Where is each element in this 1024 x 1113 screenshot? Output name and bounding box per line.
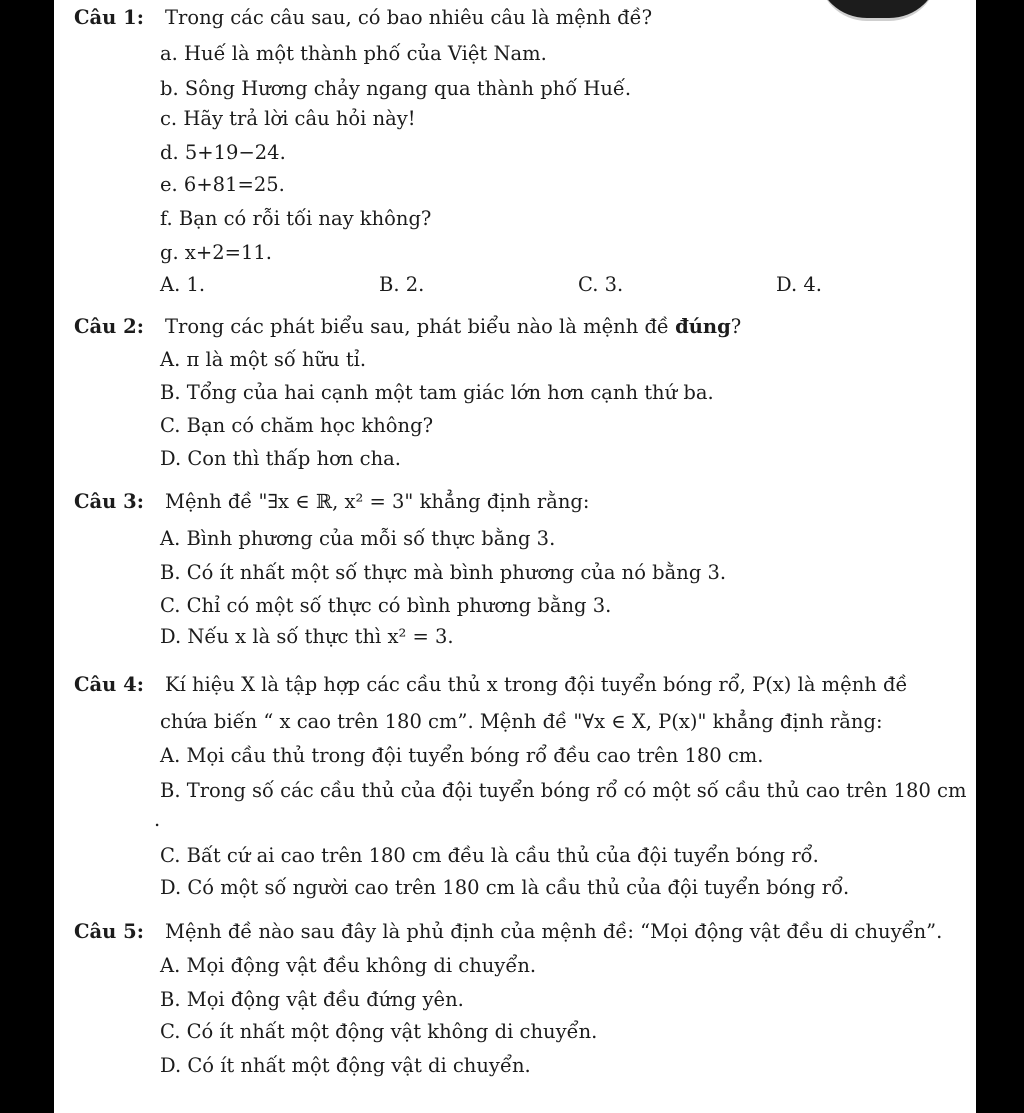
q3-option-c[interactable]: C. Chỉ có một số thực có bình phương bằng 3. <box>160 594 612 617</box>
q5-option-d[interactable]: D. Có ít nhất một động vật di chuyển. <box>160 1054 531 1077</box>
q5-option-c[interactable]: C. Có ít nhất một động vật không di chuyển. <box>160 1020 598 1043</box>
q1-answer-c[interactable]: C. 3. <box>578 273 624 296</box>
q4-stem-line2: chứa biến “ x cao trên 180 cm”. Mệnh đề "∀x ∈ X, P(x)" khẳng định rằng: <box>160 710 883 733</box>
q2-label: Câu 2: <box>74 315 144 338</box>
q3-option-a[interactable]: A. Bình phương của mỗi số thực bằng 3. <box>160 527 556 550</box>
q4-option-c[interactable]: C. Bất cứ ai cao trên 180 cm đều là cầu thủ của đội tuyển bóng rổ. <box>160 844 819 867</box>
q2-option-b[interactable]: B. Tổng của hai cạnh một tam giác lớn hơn cạnh thứ ba. <box>160 381 714 404</box>
q5-option-b[interactable]: B. Mọi động vật đều đứng yên. <box>160 988 464 1011</box>
q4-label: Câu 4: <box>74 673 144 696</box>
q2-option-a[interactable]: A. π là một số hữu tỉ. <box>160 348 367 371</box>
q4-option-b[interactable]: B. Trong số các cầu thủ của đội tuyển bóng rổ có một số cầu thủ cao trên 180 cm <box>160 779 967 802</box>
q1-answer-b[interactable]: B. 2. <box>379 273 425 296</box>
q1-stem: Trong các câu sau, có bao nhiêu câu là mệnh đề? <box>165 6 653 29</box>
q5-label: Câu 5: <box>74 920 144 943</box>
q2-option-c[interactable]: C. Bạn có chăm học không? <box>160 414 434 437</box>
q2-stem <box>165 315 741 339</box>
q2-stem-emphasis: đúng <box>675 315 731 338</box>
q4-option-b-continuation: . <box>154 808 161 831</box>
q1-label: Câu 1: <box>74 6 144 29</box>
q3-option-b[interactable]: B. Có ít nhất một số thực mà bình phương của nó bằng 3. <box>160 561 727 584</box>
worksheet-page <box>54 0 976 1113</box>
q1-answer-a[interactable]: A. 1. <box>160 273 206 296</box>
corner-shadow <box>818 0 938 21</box>
q1-item-e: e. 6+81=25. <box>160 173 285 196</box>
q3-label: Câu 3: <box>74 490 144 513</box>
q4-stem-line1: Kí hiệu X là tập hợp các cầu thủ x trong đội tuyển bóng rổ, P(x) là mệnh đề <box>165 673 908 696</box>
q2-stem-text: Trong các phát biểu sau, phát biểu nào là mệnh đề <box>165 315 676 338</box>
q1-item-c: c. Hãy trả lời câu hỏi này! <box>160 107 416 130</box>
q2-stem-end: ? <box>730 315 742 338</box>
q1-item-g: g. x+2=11. <box>160 241 272 264</box>
q5-option-a[interactable]: A. Mọi động vật đều không di chuyển. <box>160 954 537 977</box>
q3-stem: Mệnh đề "∃x ∈ ℝ, x² = 3" khẳng định rằng: <box>165 490 590 513</box>
q1-item-d: d. 5+19−24. <box>160 141 286 164</box>
q4-option-a[interactable]: A. Mọi cầu thủ trong đội tuyển bóng rổ đều cao trên 180 cm. <box>160 744 764 767</box>
q1-item-f: f. Bạn có rỗi tối nay không? <box>160 207 432 230</box>
q1-answer-d[interactable]: D. 4. <box>776 273 822 296</box>
q1-item-b: b. Sông Hương chảy ngang qua thành phố Huế. <box>160 77 632 100</box>
q3-option-d[interactable]: D. Nếu x là số thực thì x² = 3. <box>160 625 454 648</box>
q5-stem: Mệnh đề nào sau đây là phủ định của mệnh đề: “Mọi động vật đều di chuyển”. <box>165 920 943 943</box>
q1-item-a: a. Huế là một thành phố của Việt Nam. <box>160 42 547 65</box>
q2-option-d[interactable]: D. Con thì thấp hơn cha. <box>160 447 401 470</box>
q4-option-d[interactable]: D. Có một số người cao trên 180 cm là cầu thủ của đội tuyển bóng rổ. <box>160 876 850 899</box>
